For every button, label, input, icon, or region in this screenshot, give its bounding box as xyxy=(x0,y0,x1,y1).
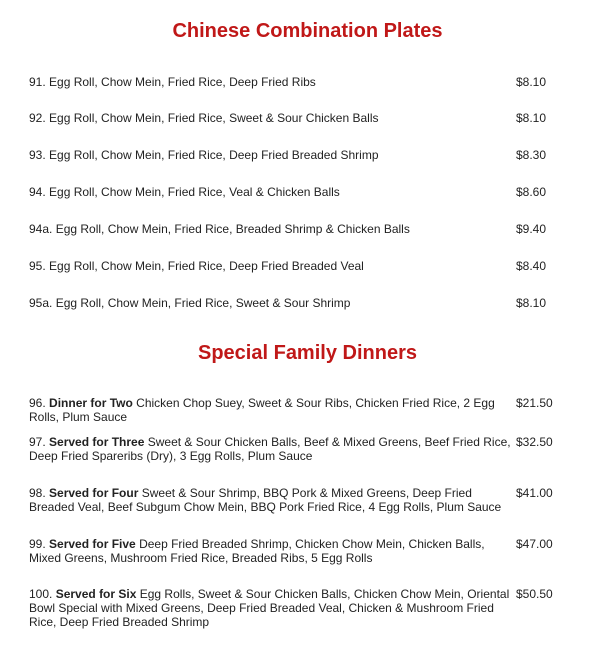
item-price: $47.00 xyxy=(516,537,553,551)
item-description xyxy=(29,486,511,514)
item-number: 97. xyxy=(29,435,46,449)
item-name: Dinner for Two xyxy=(49,396,133,410)
item-price: $8.60 xyxy=(516,185,547,199)
item-price: $9.40 xyxy=(516,222,547,236)
item-price: $32.50 xyxy=(516,435,553,449)
item-number: 98. xyxy=(29,486,46,500)
family-dinners-title: Special Family Dinners xyxy=(198,342,417,364)
item-description xyxy=(29,435,511,463)
item-price: $8.30 xyxy=(516,148,547,162)
item-details: Chicken Chop Suey, Sweet & Sour Ribs, Chicken Fried Rice, 2 Egg Rolls, Plum Sauce xyxy=(29,396,495,424)
item-description xyxy=(29,537,511,565)
item-name: Served for Four xyxy=(49,486,139,500)
item-name: Served for Five xyxy=(49,537,136,551)
item-description xyxy=(29,396,511,424)
item-description: 95a. Egg Roll, Chow Mein, Fried Rice, Sweet & Sour Shrimp xyxy=(29,296,351,310)
item-price: $41.00 xyxy=(516,486,553,500)
item-description xyxy=(29,587,511,629)
item-details: Sweet & Sour Shrimp, BBQ Pork & Mixed Greens, Deep Fried Breaded Veal, Beef Subgum Chow Mein, BBQ Pork Fried Rice, 4 Egg Rolls, Plum Sauce xyxy=(29,486,502,514)
item-details: Sweet & Sour Chicken Balls, Beef & Mixed Greens, Beef Fried Rice, Deep Fried Spareribs (Dry), 3 Egg Rolls, Plum Sauce xyxy=(29,435,511,463)
item-price: $8.10 xyxy=(516,111,547,125)
item-description: 92. Egg Roll, Chow Mein, Fried Rice, Sweet & Sour Chicken Balls xyxy=(29,111,379,125)
item-price: $50.50 xyxy=(516,587,553,601)
item-name: Served for Three xyxy=(49,435,145,449)
item-description: 95. Egg Roll, Chow Mein, Fried Rice, Deep Fried Breaded Veal xyxy=(29,259,364,273)
combination-plates-title: Chinese Combination Plates xyxy=(172,20,443,42)
item-number: 100. xyxy=(29,587,53,601)
item-name: Served for Six xyxy=(55,587,137,601)
item-details: Egg Rolls, Sweet & Sour Chicken Balls, Chicken Chow Mein, Oriental Bowl Special with Mixed Greens, Deep Fried Breaded Veal, Chicken & Mushroom Fried Rice, Deep Fried Breaded Shrimp xyxy=(29,587,510,629)
item-description: 93. Egg Roll, Chow Mein, Fried Rice, Deep Fried Breaded Shrimp xyxy=(29,148,379,162)
item-description: 94a. Egg Roll, Chow Mein, Fried Rice, Breaded Shrimp & Chicken Balls xyxy=(29,222,410,236)
item-description: 94. Egg Roll, Chow Mein, Fried Rice, Veal & Chicken Balls xyxy=(29,185,340,199)
item-price: $21.50 xyxy=(516,396,553,410)
item-number: 96. xyxy=(29,396,46,410)
item-number: 99. xyxy=(29,537,46,551)
item-details: Deep Fried Breaded Shrimp, Chicken Chow Mein, Chicken Balls, Mixed Greens, Mushroom Fried Rice, Breaded Ribs, 5 Egg Rolls xyxy=(29,537,485,565)
item-price: $8.40 xyxy=(516,259,547,273)
item-price: $8.10 xyxy=(516,75,547,89)
item-price: $8.10 xyxy=(516,296,547,310)
item-description: 91. Egg Roll, Chow Mein, Fried Rice, Deep Fried Ribs xyxy=(29,75,316,89)
